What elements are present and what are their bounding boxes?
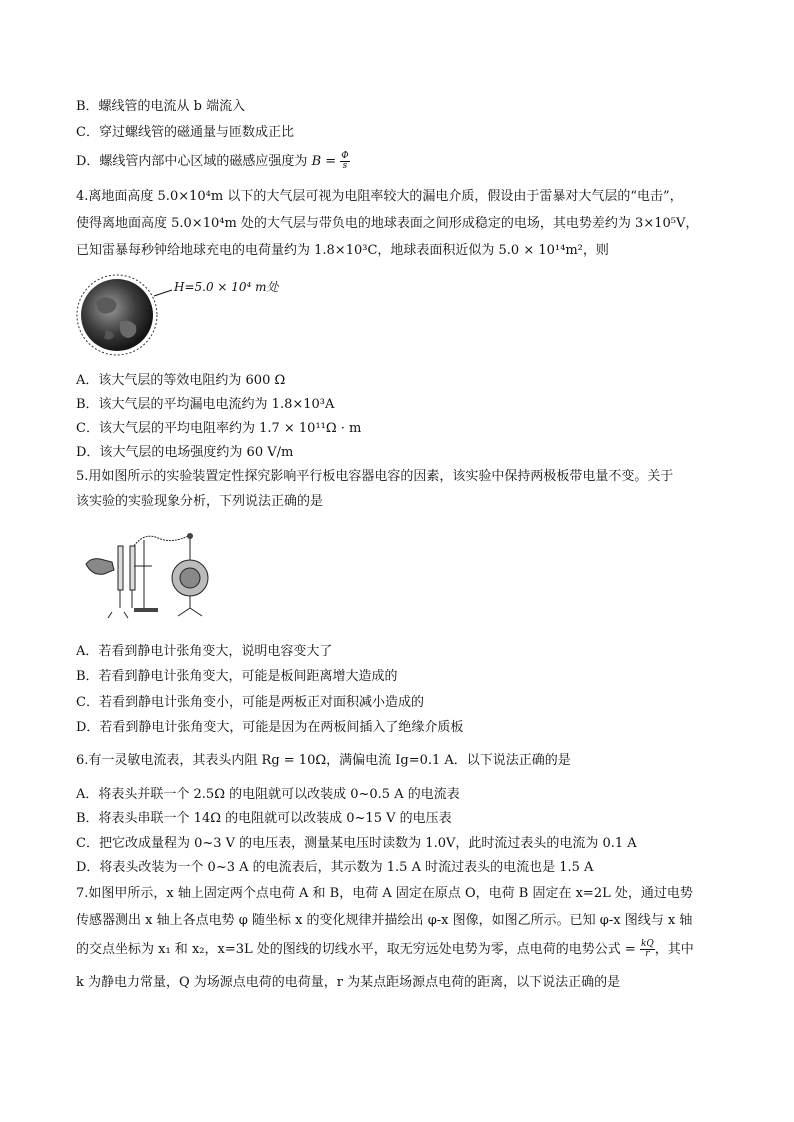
q6-option-d: D．将表头改装为一个 0~3 A 的电流表后，其示数为 1.5 A 时流过表头的电流也是 1.5 A [76, 860, 594, 875]
q3-option-d [76, 152, 350, 171]
q6-option-c: C．把它改成量程为 0~3 V 的电压表，测量某电压时读数为 1.0V，此时流过表头的电流为 0.1 A [76, 836, 637, 851]
capacitor-apparatus-figure [82, 530, 232, 622]
q4-stem-line-1: 4.离地面高度 5.0×10⁴m 以下的大气层可视为电阻率较大的漏电介质，假设由于雷暴对大气层的“电击”， [76, 189, 683, 204]
q3-option-b: B．螺线管的电流从 b 端流入 [76, 99, 246, 114]
q3-option-d-numerator: Φ [341, 151, 349, 161]
q5-option-c: C．若看到静电计张角变小，可能是两板正对面积减小造成的 [76, 695, 424, 710]
q7-stem-line-3-end: ，其中 [654, 942, 694, 957]
q3-option-c: C．穿过螺线管的磁通量与匝数成正比 [76, 125, 294, 140]
q7-potential-fraction [640, 940, 655, 959]
q7-stem-line-1: 7.如图甲所示，x 轴上固定两个点电荷 A 和 B，电荷 A 固定在原点 O，电荷 B 固定在 x=2L 处，通过电势 [76, 886, 693, 901]
q5-option-d: D．若看到静电计张角变大，可能是因为在两板间插入了绝缘介质板 [76, 720, 464, 735]
q7-denominator: r [645, 949, 650, 959]
q7-stem-line-4: k 为静电力常量，Q 为场源点电荷的电荷量，r 为某点距场源点电荷的距离，以下说法正确的是 [76, 975, 621, 990]
q5-stem-line-2: 该实验的实验现象分析，下列说法正确的是 [76, 494, 324, 509]
q7-stem-line-3-text: 的交点坐标为 x₁ 和 x₂，x=3L 处的图线的切线水平，取无穷远处电势为零，点电荷的电势公式 [76, 942, 621, 957]
q7-stem-line-2: 传感器测出 x 轴上各点电势 φ 随坐标 x 的变化规律并描绘出 φ-x 图像，如图乙所示。已知 φ-x 图线与 x 轴 [76, 913, 693, 928]
q4-option-a: A．该大气层的等效电阻约为 600 Ω [76, 373, 286, 388]
q7-formula-eq: = [624, 942, 636, 957]
q4-stem-line-3: 已知雷暴每秒钟给地球充电的电荷量约为 1.8×10³C，地球表面积近似为 5.0 × 10¹⁴m²，则 [76, 243, 609, 258]
altitude-label: H=5.0 × 10⁴ m处 [174, 280, 279, 294]
q5-stem-line-1: 5.用如图所示的实验装置定性探究影响平行板电容器电容的因素，该实验中保持两极板带电量不变。关于 [76, 469, 674, 484]
q6-option-b: B．将表头串联一个 14Ω 的电阻就可以改装成 0~15 V 的电压表 [76, 811, 452, 826]
q3-option-d-lhs: B = [311, 154, 337, 169]
q7-numerator: kQ [640, 939, 654, 949]
q7-stem-line-3 [76, 940, 694, 959]
earth-figure [76, 272, 279, 358]
q5-option-a: A．若看到静电计张角变大，说明电容变大了 [76, 644, 333, 659]
q4-option-b: B．该大气层的平均漏电电流约为 1.8×10³A [76, 397, 335, 412]
q6-stem: 6.有一灵敏电流表，其表头内阻 Rg = 10Ω，满偏电流 Ig=0.1 A．以下说法正确的是 [76, 753, 571, 768]
capacitor-electrometer-diagram [82, 530, 232, 622]
q4-option-c: C．该大气层的平均电阻率约为 1.7 × 10¹¹Ω · m [76, 421, 362, 436]
q6-option-a: A．将表头并联一个 2.5Ω 的电阻就可以改装成 0~0.5 A 的电流表 [76, 787, 460, 802]
q5-option-b: B．若看到静电计张角变大，可能是板间距离增大造成的 [76, 669, 398, 684]
q4-stem-line-2: 使得离地面高度 5.0×10⁴m 处的大气层与带负电的地球表面之间形成稳定的电场，其电势差约为 3×10⁵V， [76, 216, 699, 231]
q4-option-d: D．该大气层的电场强度约为 60 V/m [76, 445, 294, 460]
q3-option-d-fraction [340, 152, 349, 171]
q3-option-d-denominator: s [342, 161, 348, 171]
q3-option-d-text: D．螺线管内部中心区域的磁感应强度为 [76, 154, 308, 169]
